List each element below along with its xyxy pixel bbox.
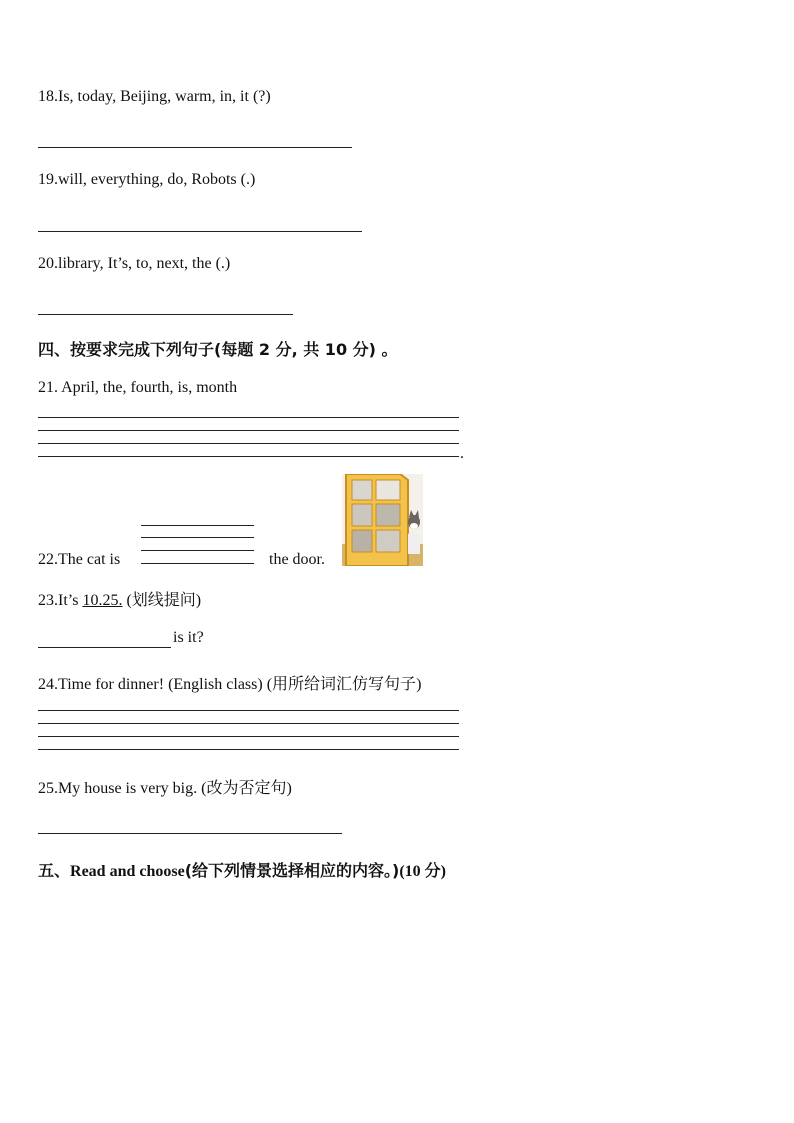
question-23	[38, 587, 201, 610]
question-text: Is, today, Beijing, warm, in, it (?)	[58, 88, 271, 105]
question-20	[38, 255, 230, 273]
section-4-heading: 四、按要求完成下列句子(每题 2 分, 共 10 分) 。	[38, 340, 398, 359]
writing-line-4[interactable]	[38, 749, 459, 750]
question-18	[38, 88, 271, 106]
question-22-prefix: 22.The cat is	[38, 551, 121, 568]
question-number: 19.	[38, 171, 58, 188]
section-number: 五、	[38, 861, 71, 880]
question-text: library, It’s, to, next, the (.)	[58, 255, 231, 272]
section-5-heading	[38, 858, 446, 881]
question-text: 24.Time for dinner! (English class) (	[38, 676, 273, 693]
answer-line-20[interactable]	[38, 314, 293, 315]
question-24	[38, 671, 421, 694]
question-text: 25.My house is very big. (	[38, 780, 207, 797]
blank-line-2[interactable]	[141, 537, 254, 538]
blank-line-3[interactable]	[141, 550, 254, 551]
question-number: 18.	[38, 88, 58, 105]
answer-suffix: is it?	[173, 629, 204, 646]
question-number: 20.	[38, 255, 58, 272]
question-19	[38, 171, 255, 189]
underlined-time: 10.25.	[82, 592, 123, 609]
writing-line-4[interactable]	[38, 456, 459, 457]
section-instruction: (给下列情景选择相应的内容。)	[184, 861, 400, 880]
section-score: (10 分)	[399, 863, 447, 880]
question-text: will, everything, do, Robots (.)	[58, 171, 256, 188]
writing-line-3[interactable]	[38, 443, 459, 444]
closing-paren: )	[286, 780, 292, 797]
answer-line-25[interactable]	[38, 833, 342, 834]
blank-line-4[interactable]	[141, 563, 254, 564]
question-22-suffix: the door.	[269, 551, 325, 568]
instruction-text: 改为否定句	[206, 778, 287, 797]
question-25	[38, 775, 292, 798]
answer-blank-23[interactable]	[38, 647, 171, 648]
instruction-text: 用所给词汇仿写句子	[272, 674, 417, 693]
writing-line-2[interactable]	[38, 430, 459, 431]
writing-line-1[interactable]	[38, 710, 459, 711]
question-prefix: 23.It’s	[38, 592, 83, 609]
answer-line-18[interactable]	[38, 147, 352, 148]
writing-line-2[interactable]	[38, 723, 459, 724]
writing-line-3[interactable]	[38, 736, 459, 737]
answer-line-19[interactable]	[38, 231, 362, 232]
question-21: 21. April, the, fourth, is, month	[38, 379, 238, 396]
door-cat-picture	[342, 474, 423, 566]
instruction-text: (划线提问)	[122, 592, 202, 609]
writing-line-1[interactable]	[38, 417, 459, 418]
section-title: Read and choose	[70, 863, 185, 880]
sentence-end-mark: .	[460, 445, 464, 462]
closing-paren: )	[416, 676, 422, 693]
blank-line-1[interactable]	[141, 525, 254, 526]
